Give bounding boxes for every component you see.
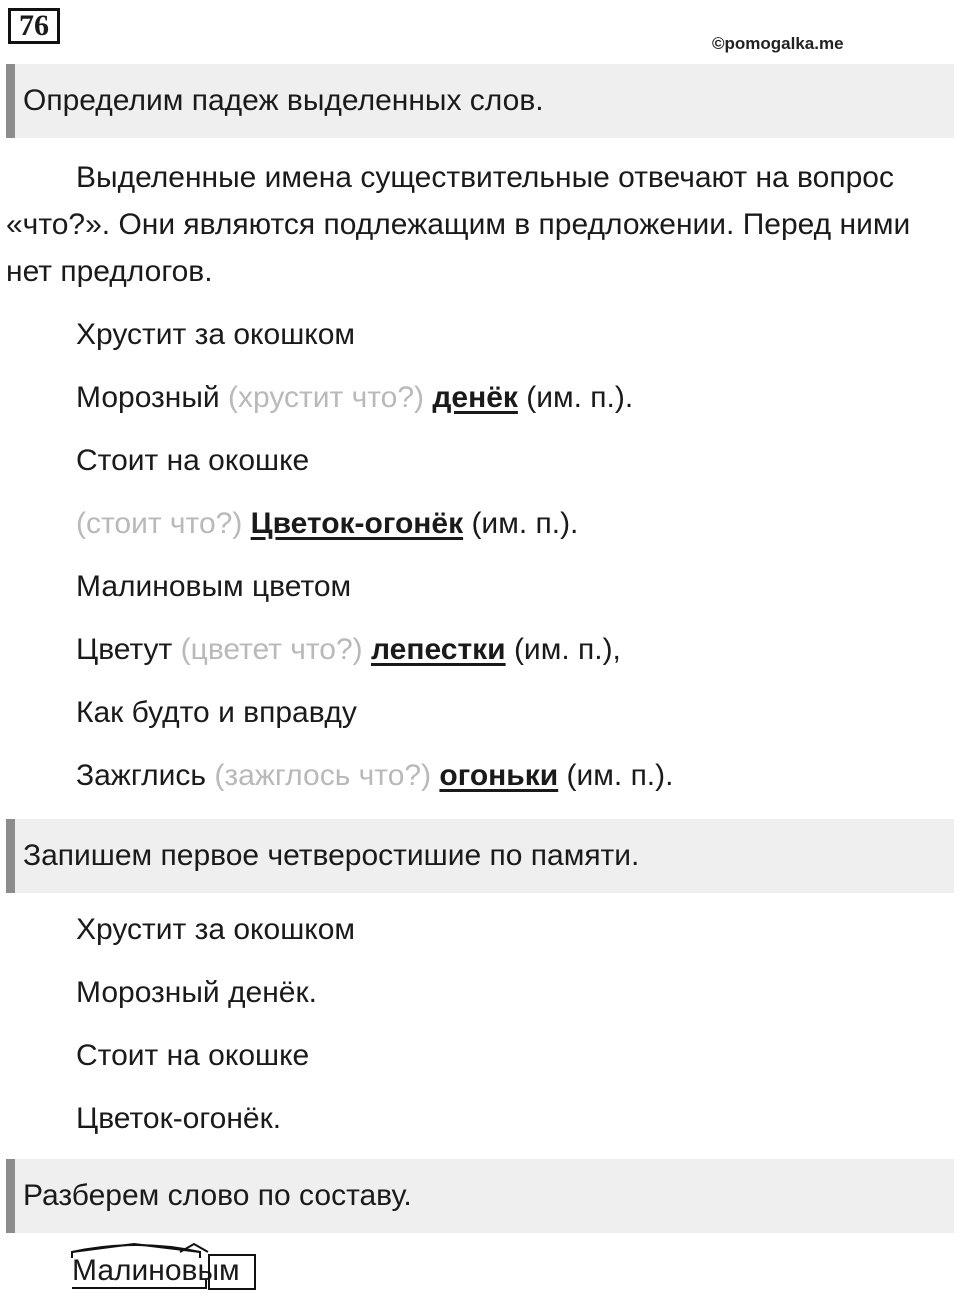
poem-line: Хрустит за окошком <box>76 318 356 351</box>
poem-line <box>76 759 673 793</box>
case-question: (стоит что?) <box>76 507 243 540</box>
case-label: (им. п.), <box>505 633 621 666</box>
poem-line: Малиновым цветом <box>76 570 352 603</box>
morphemic-analysis <box>70 1238 270 1294</box>
line-prefix: Зажглись <box>76 759 215 792</box>
quatrain-line: Хрустит за окошком <box>76 913 356 946</box>
morphemic-word: Малиновым <box>72 1254 240 1287</box>
line-prefix: Морозный <box>76 381 229 414</box>
case-label: (им. п.). <box>463 507 579 540</box>
poem-line: Стоит на окошке <box>76 444 310 477</box>
case-question: (зажглось что?) <box>214 759 432 792</box>
task-banner-morphemes: Разберем слово по составу. <box>6 1159 954 1233</box>
quatrain-line: Стоит на окошке <box>76 1039 310 1072</box>
poem-line <box>76 507 578 541</box>
task-banner-memory: Запишем первое четверостишие по памяти. <box>6 819 954 893</box>
explanation-paragraph: Выделенные имена существительные отвечают на вопрос «что?». Они являются подлежащим в предложении. Перед ними нет предлогов. <box>6 161 911 288</box>
case-question: (хрустит что?) <box>228 381 424 414</box>
highlighted-noun: лепестки <box>371 633 506 666</box>
quatrain-line: Цветок-огонёк. <box>76 1102 282 1135</box>
watermark: ©pomogalka.me <box>712 34 844 53</box>
poem-line <box>76 381 633 415</box>
page-number: 76 <box>8 8 60 44</box>
quatrain-line: Морозный денёк. <box>76 976 317 1009</box>
task-banner-case: Определим падеж выделенных слов. <box>6 64 954 138</box>
case-label: (им. п.). <box>558 759 674 792</box>
case-question: (цветет что?) <box>180 633 363 666</box>
ending-box <box>208 1254 256 1290</box>
poem-line: Как будто и вправду <box>76 696 357 729</box>
highlighted-noun: Цветок-огонёк <box>250 507 464 540</box>
case-label: (им. п.). <box>517 381 634 414</box>
highlighted-noun: огоньки <box>439 759 559 792</box>
line-prefix: Цветут <box>76 633 181 666</box>
poem-line <box>76 633 621 667</box>
highlighted-noun: денёк <box>432 381 518 414</box>
